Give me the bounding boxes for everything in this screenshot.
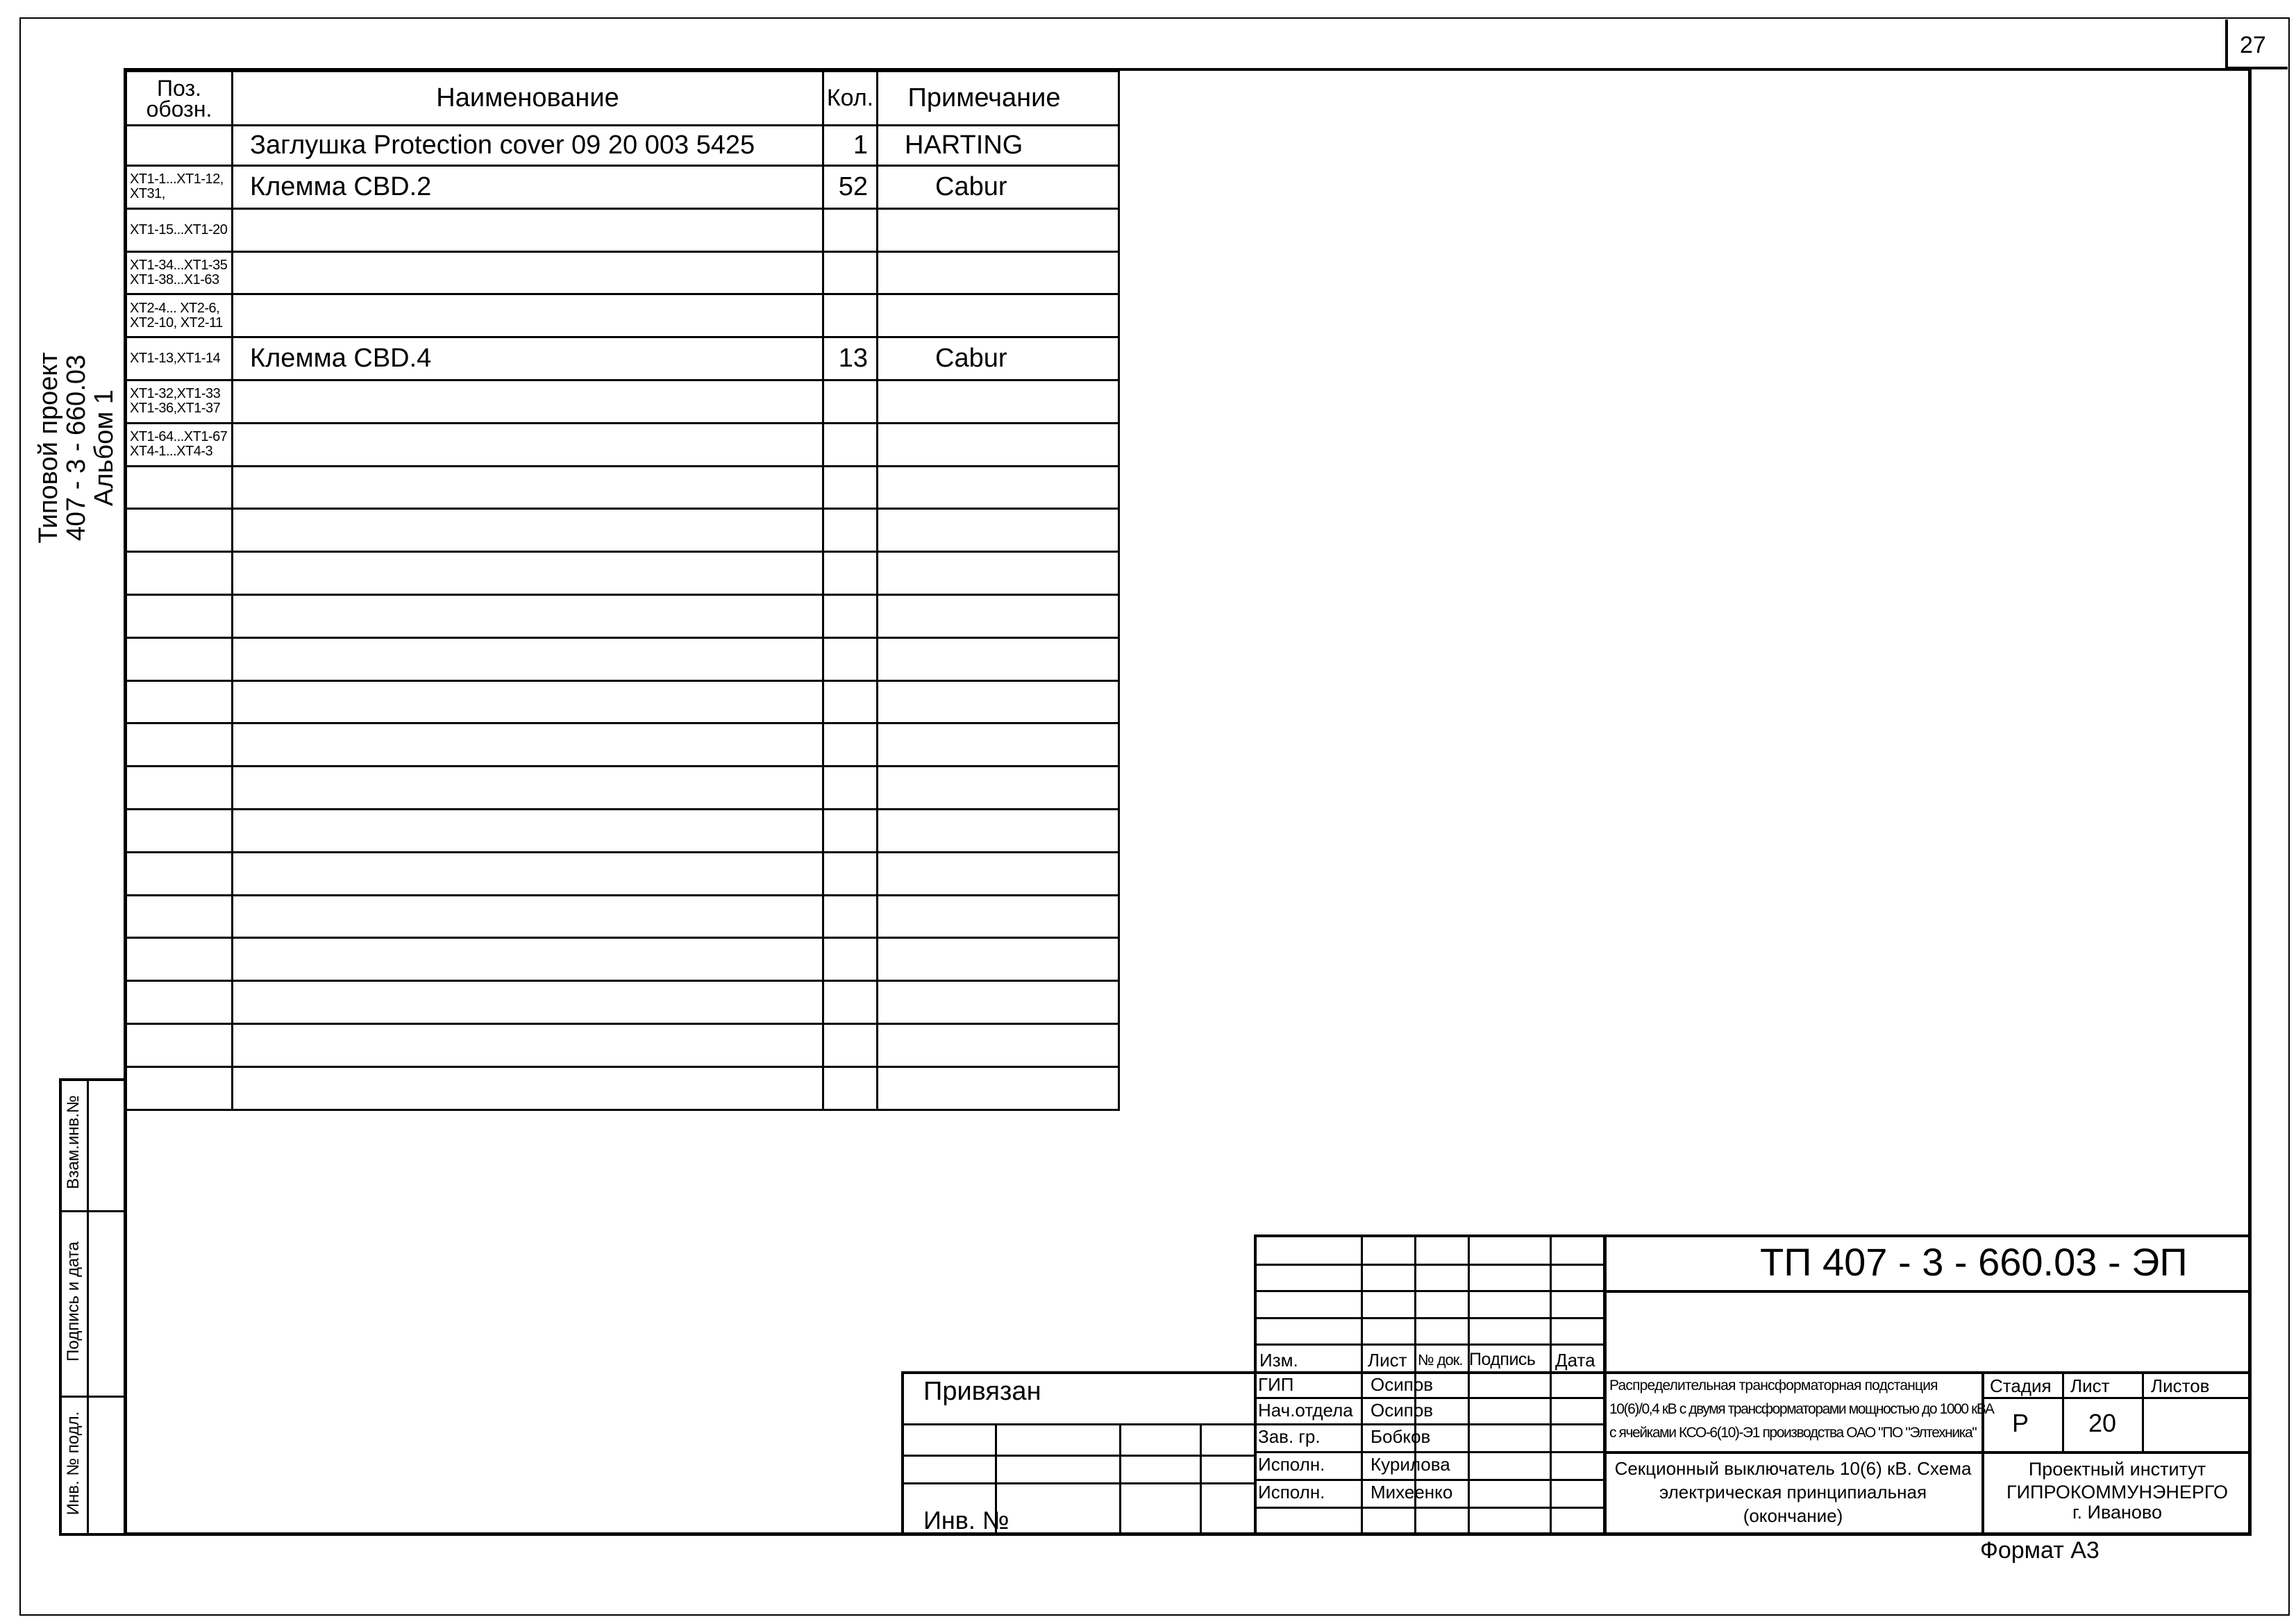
cell-name <box>233 637 823 680</box>
tb-right-h2 <box>1604 1371 2252 1374</box>
cell-note <box>878 852 1119 895</box>
tb-h2 <box>1254 1290 1604 1292</box>
table-row <box>126 981 1119 1024</box>
cell-note <box>878 938 1119 981</box>
margin-caption-line1: Типовой проект <box>34 352 63 544</box>
spec-header-row <box>126 72 1119 126</box>
tb-sheet: 20 <box>2088 1409 2117 1437</box>
cell-qty <box>823 380 878 423</box>
cell-name <box>233 809 823 852</box>
tb-object-line2: 10(6)/0,4 кВ с двумя трансформаторами мощностью до 1000 кВА <box>1609 1401 1994 1417</box>
header-pos <box>126 72 233 126</box>
tb-drawing-line1: Секционный выключатель 10(6) кВ. Схема <box>1614 1458 1972 1479</box>
table-row <box>126 723 1119 767</box>
cell-pos <box>126 466 233 509</box>
role-label: Зав. гр. <box>1258 1426 1321 1447</box>
tb-right-v3 <box>2142 1371 2144 1451</box>
cell-qty <box>823 423 878 466</box>
role-person: Курилова <box>1371 1454 1450 1475</box>
cell-qty <box>823 895 878 938</box>
privyazan-line3 <box>901 1482 1255 1484</box>
role-person: Михеенко <box>1371 1482 1453 1502</box>
spec-table <box>125 70 1120 1111</box>
tb-drawing-name <box>1604 1457 1981 1527</box>
table-row <box>126 852 1119 895</box>
cell-pos: XT1-64...XT1-67 XT4-1...XT4-3 <box>126 423 233 466</box>
header-note: Примечание <box>878 72 1119 126</box>
cell-pos <box>126 680 233 723</box>
tb-sheets-label: Листов <box>2151 1375 2210 1396</box>
table-row <box>126 423 1119 466</box>
privyazan-v3 <box>1200 1423 1202 1536</box>
table-row <box>126 809 1119 852</box>
cell-name <box>233 594 823 637</box>
tb-right-v2 <box>2062 1371 2064 1451</box>
cell-name <box>233 981 823 1024</box>
cell-qty <box>823 594 878 637</box>
side-stamp-inv-podl: Инв. № подл. <box>64 1411 83 1516</box>
cell-note <box>878 1023 1119 1066</box>
tb-header-list: Лист <box>1368 1350 1407 1371</box>
side-stamp-podpis: Подпись и дата <box>64 1241 83 1362</box>
cell-name <box>233 1023 823 1066</box>
table-row <box>126 126 1119 166</box>
cell-name <box>233 680 823 723</box>
cell-pos <box>126 938 233 981</box>
privyazan-line2 <box>901 1455 1255 1457</box>
cell-name <box>233 552 823 595</box>
cell-note <box>878 466 1119 509</box>
tb-object-line1: Распределительная трансформаторная подстанция <box>1609 1378 1938 1393</box>
table-row <box>126 337 1119 380</box>
cell-name <box>233 208 823 251</box>
cell-pos <box>126 1066 233 1110</box>
table-row <box>126 1066 1119 1110</box>
tb-h6 <box>1254 1397 1604 1399</box>
table-row <box>126 895 1119 938</box>
tb-right-h1 <box>1604 1290 2252 1293</box>
role-label: Нач.отдела <box>1258 1400 1353 1421</box>
cell-pos: XT1-13,XT1-14 <box>126 337 233 380</box>
cell-note <box>878 809 1119 852</box>
cell-note <box>878 208 1119 251</box>
tb-org-line2: ГИПРОКОММУНЭНЕРГО <box>2006 1482 2228 1502</box>
role-label: Исполн. <box>1258 1482 1325 1502</box>
cell-qty <box>823 938 878 981</box>
cell-pos <box>126 895 233 938</box>
tb-header-izm: Изм. <box>1259 1350 1298 1371</box>
table-row <box>126 594 1119 637</box>
cell-qty <box>823 981 878 1024</box>
tb-object-line3: с ячейками КСО-6(10)-Э1 производства ОАО "ПО "Элтехника" <box>1609 1425 1977 1441</box>
tb-h3 <box>1254 1317 1604 1319</box>
tb-sheet-label: Лист <box>2070 1375 2110 1396</box>
privyazan-inv-no: Инв. № <box>923 1506 1009 1534</box>
cell-name <box>233 895 823 938</box>
tb-v-ndoc <box>1468 1234 1470 1536</box>
tb-org-line1: Проектный институт <box>2028 1459 2206 1480</box>
cell-pos <box>126 637 233 680</box>
table-row <box>126 294 1119 337</box>
cell-qty: 13 <box>823 337 878 380</box>
cell-name <box>233 509 823 552</box>
tb-header-ndoc: № док. <box>1418 1351 1463 1368</box>
table-row <box>126 1023 1119 1066</box>
side-stamp-sep1 <box>59 1210 125 1212</box>
side-stamp-divider <box>87 1078 89 1536</box>
cell-pos <box>126 552 233 595</box>
table-row <box>126 680 1119 723</box>
cell-pos <box>126 852 233 895</box>
cell-qty <box>823 294 878 337</box>
cell-qty <box>823 509 878 552</box>
cell-note <box>878 723 1119 767</box>
cell-qty <box>823 208 878 251</box>
tb-h10 <box>1254 1507 1604 1509</box>
tb-v-podpis <box>1550 1234 1552 1536</box>
tb-right-h4 <box>1604 1451 2252 1454</box>
cell-note <box>878 423 1119 466</box>
cell-qty: 1 <box>823 126 878 166</box>
tb-header-data: Дата <box>1555 1350 1595 1371</box>
cell-name <box>233 767 823 810</box>
table-row <box>126 938 1119 981</box>
margin-caption-line2: 407 - 3 - 660.03 <box>62 354 91 542</box>
tb-header-podpis: Подпись <box>1469 1350 1536 1369</box>
cell-pos <box>126 809 233 852</box>
cell-qty <box>823 552 878 595</box>
cell-name <box>233 380 823 423</box>
cell-pos: XT1-1...XT1-12, XT31, <box>126 166 233 209</box>
cell-name <box>233 466 823 509</box>
cell-note: Cabur <box>878 337 1119 380</box>
cell-pos <box>126 981 233 1024</box>
cell-note <box>878 767 1119 810</box>
cell-note: Cabur <box>878 166 1119 209</box>
tb-right-h3 <box>1981 1397 2252 1399</box>
table-row <box>126 380 1119 423</box>
cell-note <box>878 981 1119 1024</box>
cell-name <box>233 852 823 895</box>
cell-qty <box>823 1023 878 1066</box>
header-qty: Кол. <box>823 72 878 126</box>
format-label: Формат А3 <box>1980 1537 2100 1564</box>
tb-h7 <box>1254 1423 1604 1425</box>
cell-pos: XT1-34...XT1-35 XT1-38...X1-63 <box>126 251 233 294</box>
tb-drawing-line2: электрическая принципиальная <box>1659 1482 1927 1502</box>
cell-note <box>878 552 1119 595</box>
cell-pos <box>126 723 233 767</box>
tb-h1 <box>1254 1264 1604 1266</box>
tb-stage-label: Стадия <box>1990 1375 2052 1396</box>
table-row <box>126 251 1119 294</box>
table-row <box>126 208 1119 251</box>
tb-stage: Р <box>2012 1409 2029 1437</box>
cell-qty <box>823 767 878 810</box>
header-name: Наименование <box>233 72 823 126</box>
cell-qty <box>823 251 878 294</box>
tb-h4 <box>1254 1343 1604 1346</box>
tb-org-line3: г. Иваново <box>2072 1502 2162 1523</box>
table-row <box>126 637 1119 680</box>
privyazan-line1 <box>901 1423 1255 1425</box>
cell-note <box>878 594 1119 637</box>
cell-name <box>233 423 823 466</box>
cell-name: Заглушка Protection cover 09 20 003 5425 <box>233 126 823 166</box>
cell-note <box>878 251 1119 294</box>
tb-h8 <box>1254 1451 1604 1453</box>
table-row <box>126 509 1119 552</box>
margin-caption <box>35 337 118 559</box>
tb-org <box>1983 1458 2252 1524</box>
cell-name: Клемма CBD.2 <box>233 166 823 209</box>
cell-qty <box>823 723 878 767</box>
cell-note <box>878 509 1119 552</box>
header-pos-label: Поз. обозн. <box>146 75 212 122</box>
cell-pos: XT1-15...XT1-20 <box>126 208 233 251</box>
cell-pos <box>126 767 233 810</box>
cell-name <box>233 1066 823 1110</box>
tb-drawing-line3: (окончание) <box>1743 1505 1843 1526</box>
cell-name: Клемма CBD.4 <box>233 337 823 380</box>
role-label: Исполн. <box>1258 1454 1325 1475</box>
cell-qty <box>823 466 878 509</box>
cell-pos: XT2-4... XT2-6, XT2-10, XT2-11 <box>126 294 233 337</box>
table-row <box>126 166 1119 209</box>
table-row <box>126 466 1119 509</box>
cell-note <box>878 895 1119 938</box>
margin-caption-line3: Альбом 1 <box>90 389 119 507</box>
cell-pos <box>126 1023 233 1066</box>
cell-note <box>878 637 1119 680</box>
cell-note <box>878 680 1119 723</box>
cell-qty <box>823 637 878 680</box>
cell-name <box>233 723 823 767</box>
tb-h9 <box>1254 1479 1604 1481</box>
role-person: Осипов <box>1371 1400 1434 1421</box>
role-person: Бобков <box>1371 1426 1431 1447</box>
privyazan-title: Привязан <box>923 1377 1041 1406</box>
sheet-number: 27 <box>2240 32 2266 58</box>
tb-designation: ТП 407 - 3 - 660.03 - ЭП <box>1760 1240 2188 1284</box>
table-row <box>126 767 1119 810</box>
cell-pos <box>126 594 233 637</box>
cell-qty <box>823 1066 878 1110</box>
cell-pos <box>126 509 233 552</box>
cell-qty <box>823 680 878 723</box>
privyazan-v2 <box>1119 1423 1121 1536</box>
cell-name <box>233 251 823 294</box>
cell-name <box>233 938 823 981</box>
role-label: ГИП <box>1258 1374 1294 1395</box>
cell-note: HARTING <box>878 126 1119 166</box>
cell-name <box>233 294 823 337</box>
cell-note <box>878 1066 1119 1110</box>
cell-qty <box>823 809 878 852</box>
table-row <box>126 552 1119 595</box>
tb-v-izm <box>1361 1234 1363 1536</box>
cell-pos <box>126 126 233 166</box>
cell-qty: 52 <box>823 166 878 209</box>
cell-pos: XT1-32,XT1-33 XT1-36,XT1-37 <box>126 380 233 423</box>
cell-note <box>878 294 1119 337</box>
role-person: Осипов <box>1371 1374 1434 1395</box>
side-stamp-vzam: Взам.инв.№ <box>64 1095 83 1189</box>
cell-note <box>878 380 1119 423</box>
cell-qty <box>823 852 878 895</box>
